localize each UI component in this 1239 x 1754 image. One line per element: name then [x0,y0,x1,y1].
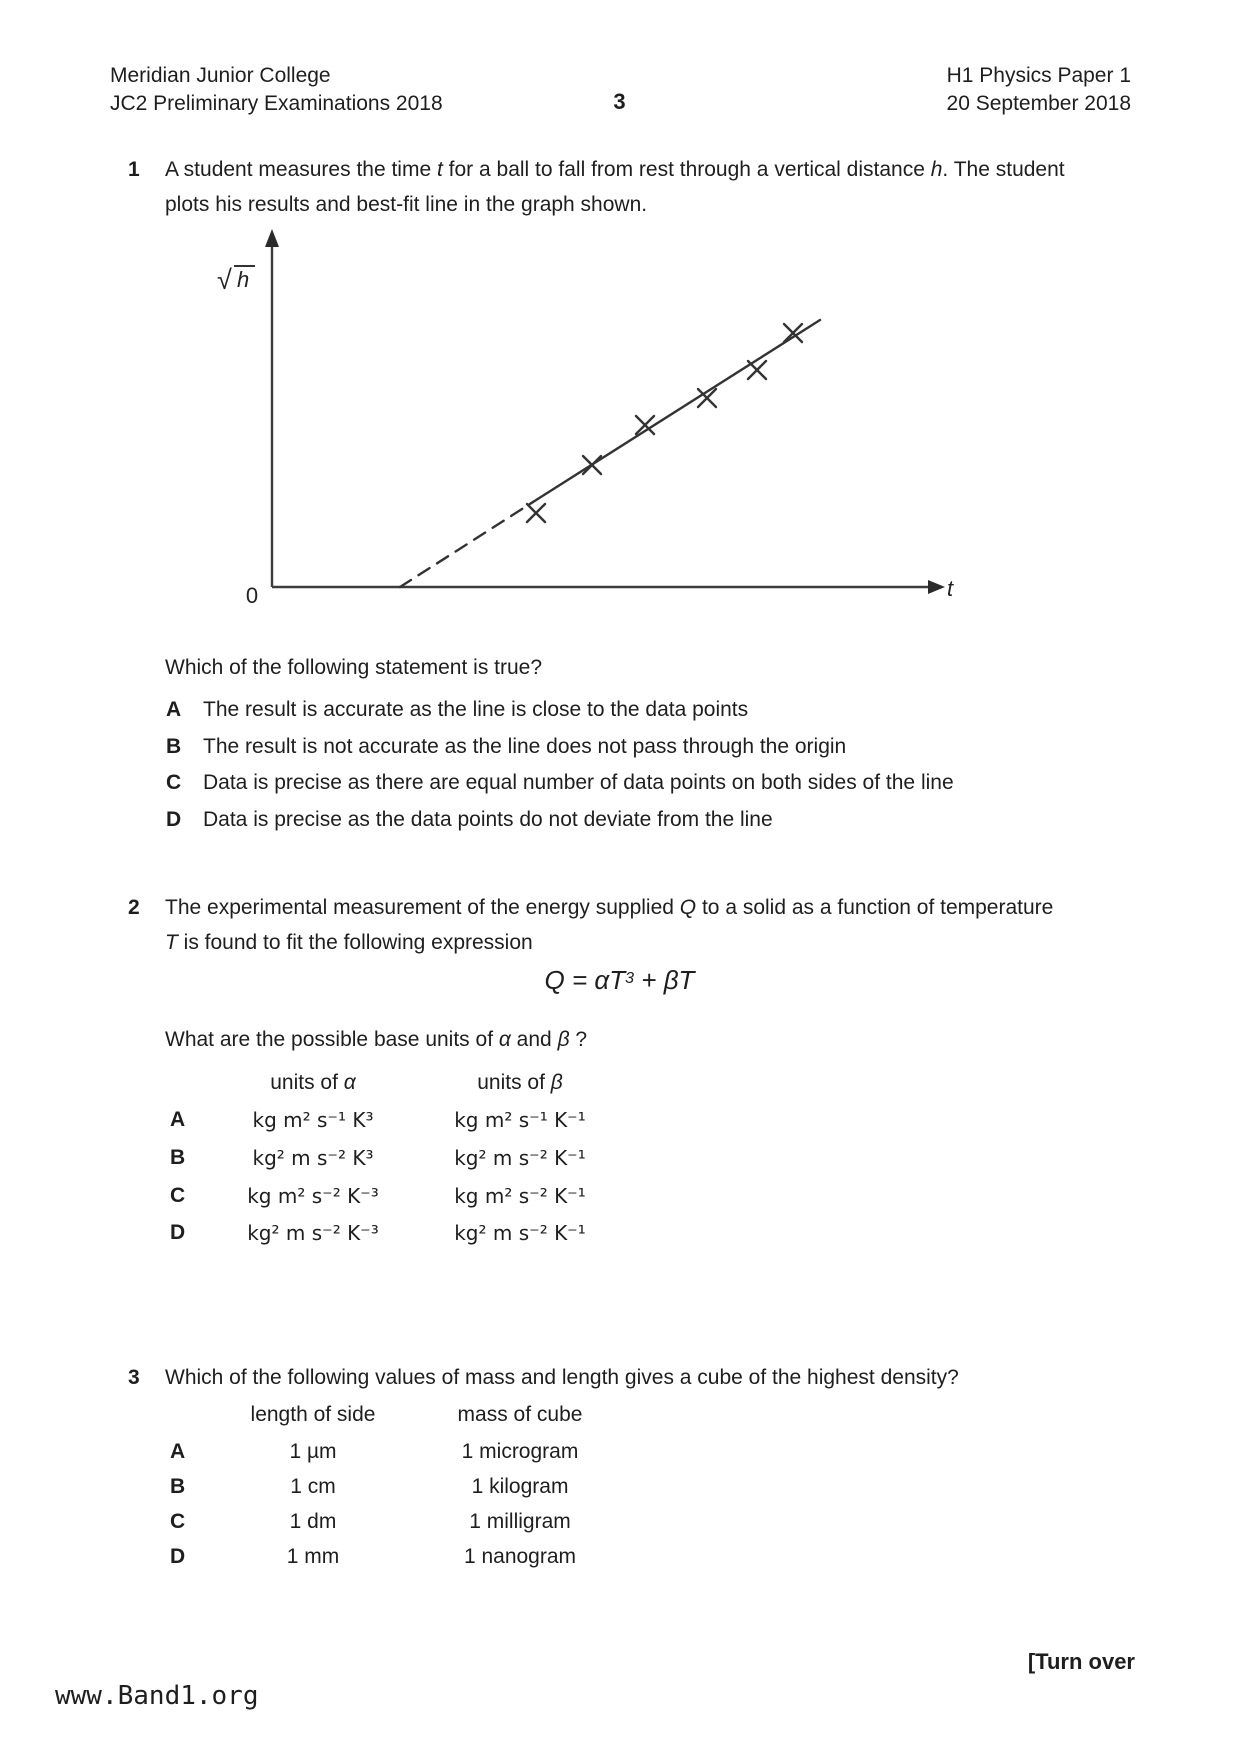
q2-col1-header [213,1070,413,1096]
q1-option-c-text: Data is precise as there are equal number of data points on both sides of the line [203,771,954,794]
q1-question: Which of the following statement is true? [165,656,543,679]
q2-question-c: ? [569,1028,588,1051]
q1-number: 1 [128,158,140,181]
page-number: 3 [613,89,626,114]
q1-text-line2: plots his results and best-fit line in the graph shown. [165,193,648,216]
q3-question: Which of the following values of mass and length gives a cube of the highest density? [165,1366,959,1389]
header-date: 20 September 2018 [946,92,1131,115]
q2-row-a-alpha-units: kg m² s⁻¹ K³ [252,1108,374,1132]
q1-variable-h: h [930,158,943,181]
q1-option-d-label: D [166,808,182,831]
q2-line2-b: is found to fit the following expression [177,931,533,954]
header-school: Meridian Junior College [110,64,331,87]
q2-col1-header-text: units of [270,1071,344,1094]
q2-row-c-beta-units: kg m² s⁻² K⁻¹ [454,1184,586,1208]
q2-row-a-label: A [170,1108,186,1131]
q2-question-a: What are the possible base units of [165,1028,499,1051]
eq-t1: T [609,965,626,995]
q2-row-b-alpha-units: kg² m s⁻² K³ [252,1146,374,1170]
q2-col1-header-alpha: α [343,1071,356,1094]
q2-row-d-beta-units: kg² m s⁻² K⁻¹ [454,1221,586,1245]
eq-q: Q [544,965,565,995]
header-paper: H1 Physics Paper 1 [946,64,1131,87]
y-axis-arrow-icon [265,229,279,247]
q3-row-b-label: B [170,1475,186,1498]
q1-option-a-label: A [166,698,182,721]
q3-number: 3 [128,1366,140,1389]
q3-row-c-length: 1 dm [289,1510,337,1533]
best-fit-graph [190,225,980,617]
q1-option-d-text: Data is precise as the data points do not deviate from the line [203,808,773,831]
q2-row-d-label: D [170,1221,186,1244]
q2-line1-b: to a solid as a function of temperature [696,896,1054,919]
x-axis-label: t [947,576,954,601]
q2-line1-a: The experimental measurement of the energy supplied [165,896,680,919]
q2-question-beta: β [557,1028,570,1051]
q1-option-b-label: B [166,735,182,758]
q1-line1-a: A student measures the time [165,158,437,181]
q2-row-b-label: B [170,1146,186,1169]
turn-over-note: [Turn over [1027,1649,1135,1674]
q2-col2-header [420,1070,620,1096]
eq-beta: β [663,965,679,995]
q2-row-b-beta-units: kg² m s⁻² K⁻¹ [454,1146,586,1170]
q2-row-a-beta-units: kg m² s⁻¹ K⁻¹ [454,1108,586,1132]
q2-number: 2 [128,896,140,919]
q2-question-alpha: α [498,1028,511,1051]
q3-col2-header: mass of cube [457,1403,583,1426]
q2-variable-q: Q [679,896,697,919]
eq-exponent: 3 [625,970,635,987]
q2-text-line1 [165,895,1053,921]
q3-row-b-mass: 1 kilogram [471,1475,569,1498]
watermark-url: www.Band1.org [55,1681,259,1711]
q3-row-c-mass: 1 milligram [469,1510,571,1533]
q3-row-a-mass: 1 microgram [461,1440,579,1463]
eq-equals: = [564,965,595,995]
q2-equation [0,966,1239,993]
q2-col2-header-beta: β [550,1071,563,1094]
q3-row-a-length: 1 µm [289,1440,337,1463]
q3-row-d-length: 1 mm [286,1545,340,1568]
q3-row-d-label: D [170,1545,186,1568]
q1-variable-t: t [436,158,443,181]
q2-variable-t: T [165,931,178,954]
y-axis-label-variable: h [237,267,250,292]
q3-col1-header: length of side [250,1403,376,1426]
eq-t2: T [678,965,695,995]
q2-row-c-label: C [170,1184,186,1207]
q2-row-d-alpha-units: kg² m s⁻² K⁻³ [247,1221,379,1245]
q3-row-a-label: A [170,1440,186,1463]
q2-question-b: and [510,1028,558,1051]
q3-row-c-label: C [170,1510,186,1533]
x-axis-arrow-icon [928,580,945,594]
q2-text-line2 [165,930,533,956]
q2-question [165,1027,587,1053]
header-exam: JC2 Preliminary Examinations 2018 [110,92,443,115]
q3-row-d-mass: 1 nanogram [463,1545,577,1568]
eq-alpha: α [594,965,610,995]
eq-plus: + [634,965,664,995]
q2-col2-header-text: units of [477,1071,551,1094]
q2-row-c-alpha-units: kg m² s⁻² K⁻³ [247,1184,379,1208]
q1-option-c-label: C [166,771,182,794]
q1-line1-b: for a ball to fall from rest through a vertical distance [442,158,931,181]
q1-option-b-text: The result is not accurate as the line does not pass through the origin [203,735,847,758]
q3-row-b-length: 1 cm [290,1475,336,1498]
q1-line1-c: . The student [942,158,1065,181]
origin-label: 0 [245,583,259,608]
best-fit-line-and-data-points [400,320,820,587]
q1-text-line1 [165,157,1065,183]
y-axis-label-radical: √ [217,265,232,295]
q1-option-a-text: The result is accurate as the line is close to the data points [203,698,749,721]
